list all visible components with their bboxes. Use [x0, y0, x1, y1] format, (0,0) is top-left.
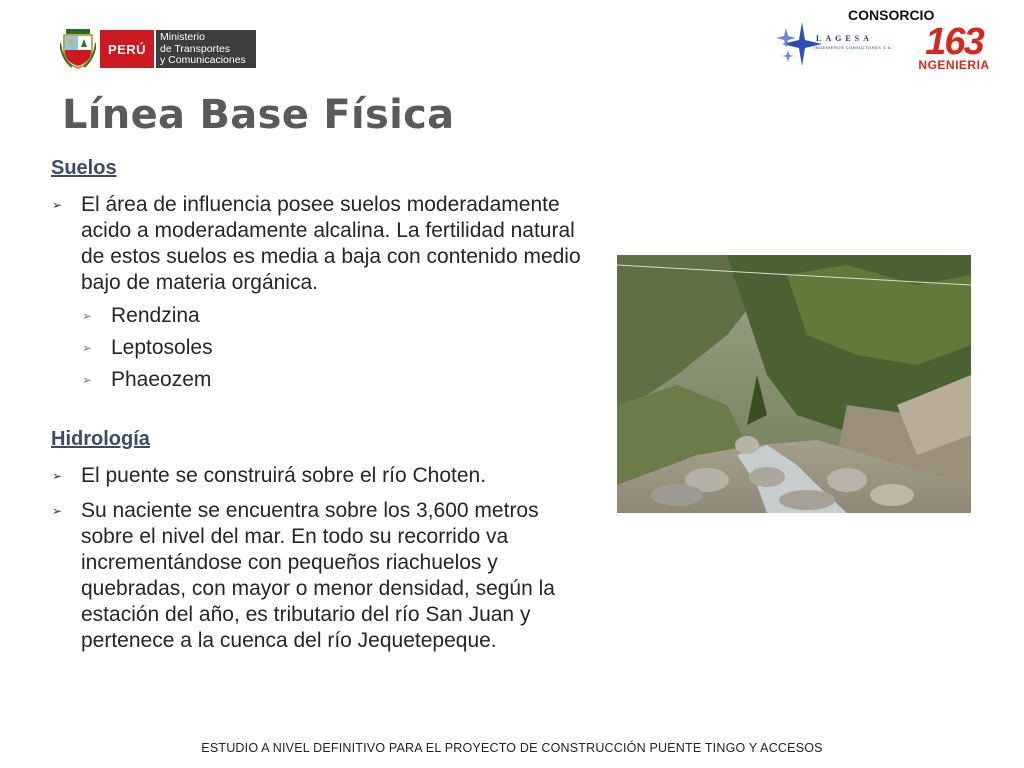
soil-type-label: Phaeozem [111, 368, 212, 391]
ingenieria-number: 163 [925, 21, 983, 63]
hidrologia-bullet [52, 498, 572, 654]
lagesa-wordmark: LAGESA [816, 34, 873, 43]
soil-type-item [82, 303, 200, 329]
suelos-bullet [52, 192, 597, 296]
hidrologia-bullet-text: El puente se construirá sobre el río Choten. [81, 464, 487, 487]
page-title: Línea Base Física [62, 92, 455, 138]
lagesa-subtitle: INGENIEROS CONSULTORES S.A. [814, 45, 893, 50]
footer-text: ESTUDIO A NIVEL DEFINITIVO PARA EL PROYECTO DE CONSTRUCCIÓN PUENTE TINGO Y ACCESOS [201, 741, 823, 755]
arrow-bullet-icon: ➢ [82, 341, 93, 355]
consorcio-label: CONSORCIO [848, 7, 935, 23]
arrow-bullet-icon: ➢ [82, 309, 93, 323]
river-landscape-photo [617, 255, 971, 513]
soil-type-item [82, 335, 213, 361]
ministry-line: y Comunicaciones [160, 54, 246, 66]
arrow-bullet-icon: ➢ [52, 469, 63, 483]
soil-type-label: Leptosoles [111, 336, 213, 359]
hidrologia-bullet [52, 463, 597, 489]
soil-type-label: Rendzina [111, 304, 200, 327]
hidrologia-heading: Hidrología [51, 428, 150, 450]
hidrologia-bullet-text: Su naciente se encuentra sobre los 3,600 metros sobre el nivel del mar. En todo su recorrido va incrementándose con pequeños riachuelos y quebradas, con mayor o menor densidad, según la estación del año, es tributario del río San Juan y pertenece a la cuenca del río Jequetepeque. [81, 499, 555, 652]
ministry-label [156, 30, 256, 68]
ingenieria-logo [904, 21, 1004, 72]
soil-type-item [82, 367, 211, 393]
peru-coat-of-arms-icon [60, 29, 96, 69]
ministry-logo [60, 29, 256, 69]
ministry-line: de Transportes [160, 42, 231, 55]
lagesa-star-icon [776, 20, 900, 68]
ingenieria-wordmark: NGENIERIA [918, 58, 990, 72]
arrow-bullet-icon: ➢ [52, 198, 63, 212]
peru-label: PERÚ [100, 30, 154, 68]
suelos-heading: Suelos [51, 157, 117, 179]
arrow-bullet-icon: ➢ [52, 504, 63, 518]
ministry-line: Ministerio [160, 31, 205, 43]
arrow-bullet-icon: ➢ [82, 373, 93, 387]
suelos-bullet-text: El área de influencia posee suelos moderadamente acido a moderadamente alcalina. La fertilidad natural de estos suelos es media a baja con contenido medio bajo de materia orgánica. [81, 193, 581, 294]
